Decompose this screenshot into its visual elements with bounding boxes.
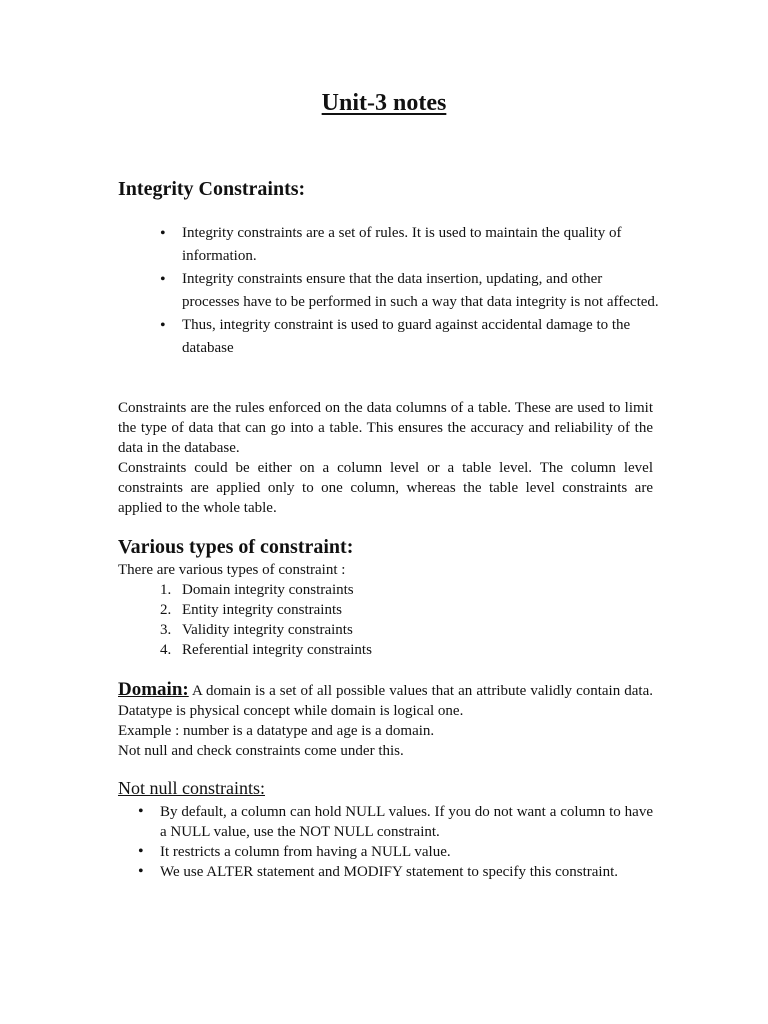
list-item — [160, 600, 372, 620]
list-number: 4. — [160, 642, 172, 658]
list-number: 1. — [160, 582, 172, 598]
integrity-bullet-list — [160, 222, 660, 360]
list-item: • By default, a column can hold NULL values. If you do not want a column to have a NULL value, use the NOT NULL constraint. — [138, 802, 653, 842]
list-text: Validity integrity constraints — [182, 622, 353, 638]
domain-section — [118, 680, 653, 761]
domain-heading: Domain: — [118, 679, 189, 700]
list-item — [160, 620, 372, 640]
domain-text: A domain is a set of all possible values that an attribute validly contain data. Datatype is physical concept while domain is logical one. — [118, 683, 653, 719]
list-item: • We use ALTER statement and MODIFY statement to specify this constraint. — [138, 862, 653, 882]
list-item: • Integrity constraints are a set of rules. It is used to maintain the quality of information. — [160, 222, 660, 268]
various-types-heading: Various types of constraint: — [118, 536, 354, 558]
page-title: Unit-3 notes — [321, 90, 447, 116]
constraint-types-list — [160, 580, 372, 660]
list-text: Entity integrity constraints — [182, 602, 342, 618]
domain-example: Example : number is a datatype and age is a domain. — [118, 723, 435, 739]
domain-definition — [118, 680, 653, 721]
integrity-constraints-heading: Integrity Constraints: — [118, 178, 306, 200]
constraints-paragraphs — [118, 398, 653, 518]
list-number: 3. — [160, 622, 172, 638]
list-item: • Thus, integrity constraint is used to guard against accidental damage to the database — [160, 314, 660, 360]
list-item — [160, 640, 372, 660]
list-text: Referential integrity constraints — [182, 642, 372, 658]
constraints-paragraph-1: Constraints are the rules enforced on the data columns of a table. These are used to limit the type of data that can go into a table. This ensures the accuracy and reliability of the data in the database. — [118, 400, 653, 456]
not-null-bullet-list — [138, 802, 653, 882]
domain-note: Not null and check constraints come under this. — [118, 743, 404, 759]
various-types-intro: There are various types of constraint : — [118, 562, 346, 578]
list-item: • Integrity constraints ensure that the data insertion, updating, and other processes have to be performed in such a way that data integrity is not affected. — [160, 268, 660, 314]
not-null-heading: Not null constraints: — [118, 778, 265, 798]
list-item: • It restricts a column from having a NULL value. — [138, 842, 653, 862]
list-item — [160, 580, 372, 600]
constraints-paragraph-2: Constraints could be either on a column level or a table level. The column level constraints are applied only to one column, whereas the table level constraints are applied to the whole table. — [118, 460, 653, 516]
list-text: Domain integrity constraints — [182, 582, 354, 598]
list-number: 2. — [160, 602, 172, 618]
